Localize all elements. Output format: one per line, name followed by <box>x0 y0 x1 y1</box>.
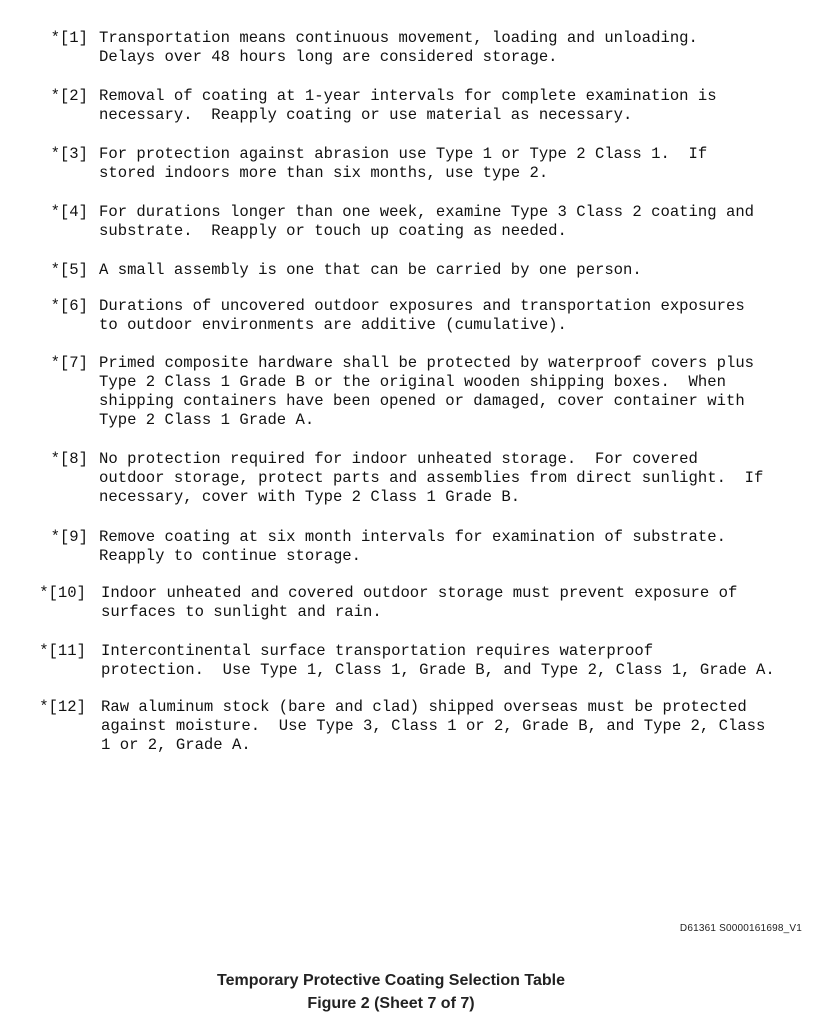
note-text: Primed composite hardware shall be protected by waterproof covers plus Type 2 Class 1 Grade B or the original wooden shipping boxes. When shipping containers have been opened or damaged, cover container with Type 2 Class 1 Grade A. <box>99 354 755 429</box>
note-text: For protection against abrasion use Type 1 or Type 2 Class 1. If stored indoors more than six months, use type 2. <box>99 145 708 182</box>
figure-subtitle: Figure 2 (Sheet 7 of 7) <box>307 995 475 1012</box>
note-number: *[12] <box>39 698 86 716</box>
note-number: *[9] <box>50 528 88 546</box>
note-text: Intercontinental surface transportation requires waterproof protection. Use Type 1, Class 1, Grade B, and Type 2, Class 1, Grade A. <box>101 642 775 679</box>
note-number: *[3] <box>50 145 88 163</box>
note-text: Raw aluminum stock (bare and clad) shipped overseas must be protected against moisture. Use Type 3, Class 1 or 2, Grade B, and Type 2, Class 1 or 2, Grade A. <box>101 698 766 754</box>
note-text: No protection required for indoor unheated storage. For covered outdoor storage, protect parts and assemblies from direct sunlight. If necessary, cover with Type 2 Class 1 Grade B. <box>99 450 764 506</box>
note-text: A small assembly is one that can be carried by one person. <box>99 261 642 279</box>
note-number: *[1] <box>50 29 88 47</box>
document-id: D61361 S0000161698_V1 <box>679 923 802 934</box>
note-number: *[8] <box>50 450 88 468</box>
figure-title: Temporary Protective Coating Selection Table <box>217 972 565 989</box>
note-text: Durations of uncovered outdoor exposures and transportation exposures to outdoor environments are additive (cumulative). <box>99 297 745 334</box>
note-text: For durations longer than one week, examine Type 3 Class 2 coating and substrate. Reapply or touch up coating as needed. <box>99 203 755 240</box>
note-number: *[7] <box>50 354 88 372</box>
note-text: Remove coating at six month intervals for examination of substrate. Reapply to continue storage. <box>99 528 726 565</box>
note-text: Transportation means continuous movement, loading and unloading. Delays over 48 hours long are considered storage. <box>99 29 698 66</box>
note-number: *[5] <box>50 261 88 279</box>
note-number: *[10] <box>39 584 86 602</box>
note-number: *[6] <box>50 297 88 315</box>
note-number: *[2] <box>50 87 88 105</box>
note-text: Indoor unheated and covered outdoor storage must prevent exposure of surfaces to sunlight and rain. <box>101 584 738 621</box>
note-text: Removal of coating at 1-year intervals for complete examination is necessary. Reapply coating or use material as necessary. <box>99 87 717 124</box>
note-number: *[4] <box>50 203 88 221</box>
note-number: *[11] <box>39 642 86 660</box>
